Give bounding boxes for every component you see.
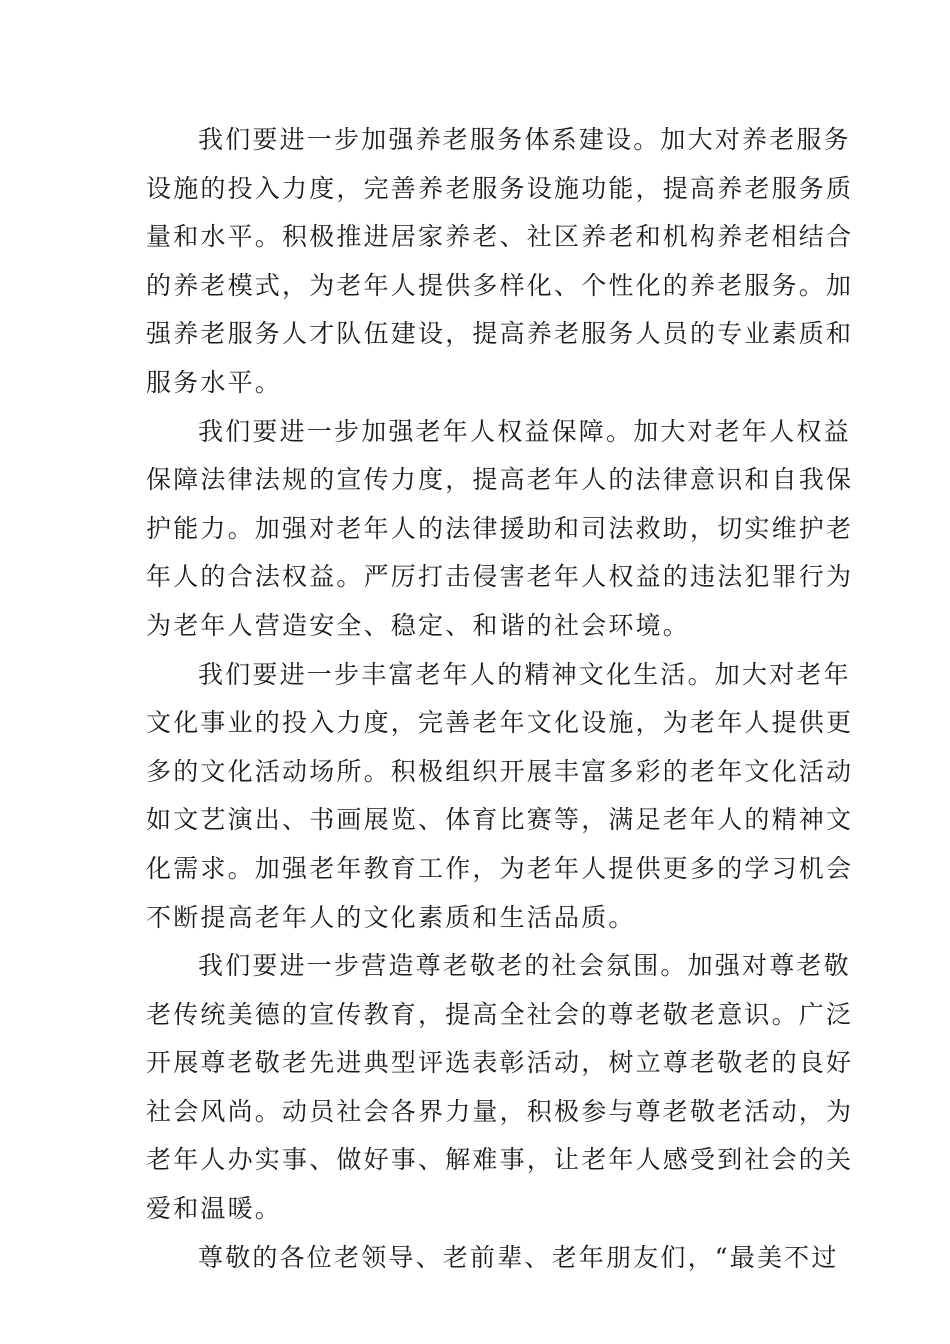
text-line: 量和水平。积极推进居家养老、社区养老和机构养老相结合 xyxy=(146,222,854,252)
text-line: 强养老服务人才队伍建设，提高养老服务人员的专业素质和 xyxy=(146,319,854,349)
text-line: 爱和温暖。 xyxy=(146,1194,283,1224)
paragraph-elderly-care-services xyxy=(146,116,854,408)
text-line: 社会风尚。动员社会各界力量，积极参与尊老敬老活动，为 xyxy=(146,1096,854,1126)
text-line: 设施的投入力度，完善养老服务设施功能，提高养老服务质 xyxy=(146,173,854,203)
text-line: 如文艺演出、书画展览、体育比赛等，满足老年人的精神文 xyxy=(146,805,854,835)
text-line: 尊敬的各位老领导、老前辈、老年朋友们，“最美不过 xyxy=(198,1242,839,1272)
text-line: 老传统美德的宣传教育，提高全社会的尊老敬老意识。广泛 xyxy=(146,999,854,1029)
text-line: 我们要进一步加强老年人权益保障。加大对老年人权益 xyxy=(198,416,851,446)
text-line: 服务水平。 xyxy=(146,367,283,397)
text-line: 开展尊老敬老先进典型评选表彰活动，树立尊老敬老的良好 xyxy=(146,1048,854,1078)
text-line: 年人的合法权益。严厉打击侵害老年人权益的违法犯罪行为 xyxy=(146,562,854,592)
text-line: 为老年人营造安全、稳定、和谐的社会环境。 xyxy=(146,610,691,640)
paragraph-closing-address xyxy=(146,1234,839,1283)
text-line: 化需求。加强老年教育工作，为老年人提供更多的学习机会 xyxy=(146,853,854,883)
paragraph-cultural-life xyxy=(146,651,854,943)
text-line: 我们要进一步营造尊老敬老的社会氛围。加强对尊老敬 xyxy=(198,951,851,981)
text-line: 多的文化活动场所。积极组织开展丰富多彩的老年文化活动 xyxy=(146,756,854,786)
text-line: 护能力。加强对老年人的法律援助和司法救助，切实维护老 xyxy=(146,513,854,543)
text-line: 文化事业的投入力度，完善老年文化设施，为老年人提供更 xyxy=(146,708,854,738)
paragraph-rights-protection xyxy=(146,408,854,651)
text-line: 保障法律法规的宣传力度，提高老年人的法律意识和自我保 xyxy=(146,465,854,495)
text-line: 的养老模式，为老年人提供多样化、个性化的养老服务。加 xyxy=(146,270,854,300)
paragraph-respect-atmosphere xyxy=(146,942,854,1234)
text-line: 老年人办实事、做好事、解难事，让老年人感受到社会的关 xyxy=(146,1145,854,1175)
document-body xyxy=(146,116,854,1282)
text-line: 我们要进一步丰富老年人的精神文化生活。加大对老年 xyxy=(198,659,851,689)
text-line: 不断提高老年人的文化素质和生活品质。 xyxy=(146,902,636,932)
text-line: 我们要进一步加强养老服务体系建设。加大对养老服务 xyxy=(198,125,851,154)
